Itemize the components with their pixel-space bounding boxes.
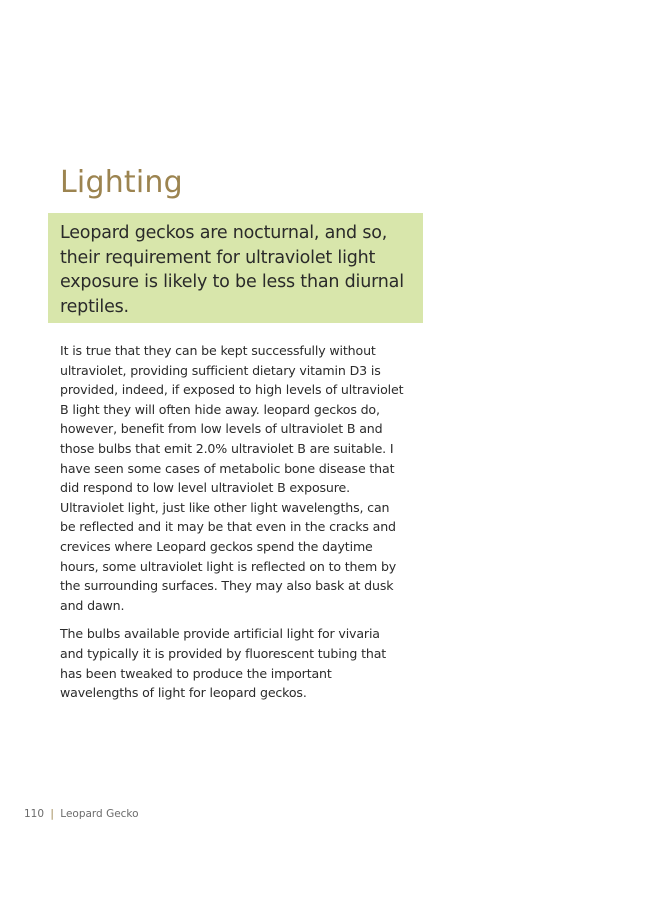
paragraph-2: The bulbs available provide artificial light for vivaria and typically it is provided by fluorescent tubing that has been tweaked to produce the important wavelengths of light for leopard geckos. <box>60 626 387 701</box>
page-footer <box>24 807 139 821</box>
section-heading: Lighting <box>60 165 183 200</box>
running-title: Leopard Gecko <box>60 808 139 820</box>
callout-text: Leopard geckos are nocturnal, and so, their requirement for ultraviolet light exposure is likely to be less than diurnal reptiles. <box>60 223 404 317</box>
body-text <box>60 341 406 712</box>
page-number: 110 <box>24 808 45 820</box>
footer-separator: | <box>50 808 54 820</box>
callout-box <box>48 213 423 323</box>
paragraph-1: It is true that they can be kept successfully without ultraviolet, providing sufficient dietary vitamin D3 is provided, indeed, if exposed to high levels of ultraviolet B light they will often hide away. leopard geckos do, however, benefit from low levels of ultraviolet B and those bulbs that emit 2.0% ultraviolet B are suitable. I have seen some cases of metabolic bone disease that did respond to low level ultraviolet B exposure. Ultraviolet light, just like other light wavelengths, can be reflected and it may be that even in the cracks and crevices where Leopard geckos spend the daytime hours, some ultraviolet light is reflected on to them by the surrounding surfaces. They may also bask at dusk and dawn. <box>60 343 404 613</box>
